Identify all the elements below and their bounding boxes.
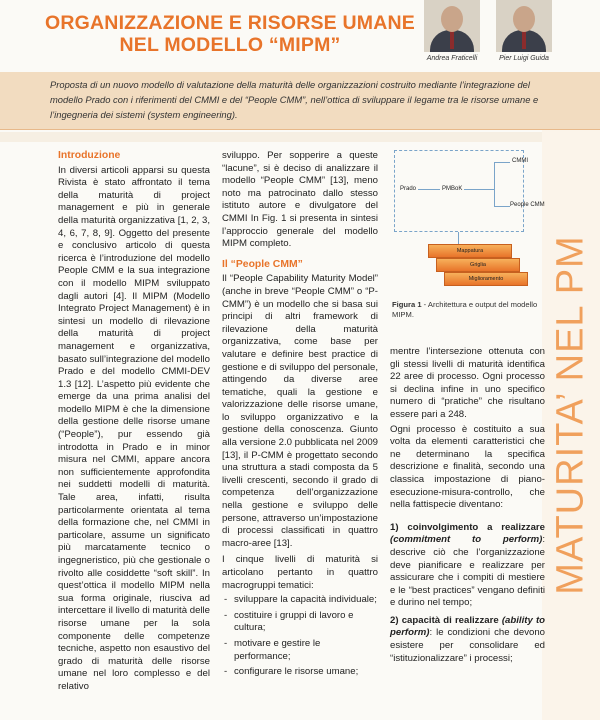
diagram-connector xyxy=(418,189,440,190)
diagram-layer-griglia: Griglia xyxy=(436,258,520,272)
diagram-connector xyxy=(458,232,459,244)
author-2 xyxy=(490,0,558,62)
item-description: : le condizioni che devono esistere per consolidare ed “istituzionalizzare” i processi; xyxy=(390,627,545,664)
diagram-label-prado: Prado xyxy=(400,186,417,192)
author-photo-1 xyxy=(424,0,480,52)
figure-caption xyxy=(392,300,542,320)
diagram-connector xyxy=(494,162,510,163)
thematic-list xyxy=(222,594,378,679)
figure-1-diagram xyxy=(388,146,548,296)
diagram-layer-miglioramento: Miglioramento xyxy=(444,272,528,286)
author-name-1: Andrea Fraticelli xyxy=(426,55,478,62)
author-name-2: Pier Luigi Guida xyxy=(499,55,549,62)
intro-text: In diversi articoli apparsi su questa Rivista è stato affrontato il tema della maturità di project management e più in generale della maturità organizzativa [1, 2, 3, 4, 6, 7, 8, 9]. Oggetto del presente e conclusivo articolo di questa ricerca è l’introduzione del modello People CMM e la sua integrazione con il modello MIPM sviluppato dagli autori [4]. Il MIPM (Modello Integrato Project Management) è in sintesi un modello di rilevazione della maturità di project management e organizzativa, basato sull’integrazione del modello Prado e del modello CMMI-DEV 1.3 [12]. L’aspetto più evidente che emerge da una prima analisi del modello MIPM è che la dimensione della gestione delle risorse umane (“People”), pur essendo già introdotta in Prado e in minor misura nel CMMI, appare ancora non sufficientemente approfondita nei suddetti modelli di maturità. Tale area, infatti, risulta particolarmente orientata al tema della formazione che, nel CMMI in particolare, assume un significato più marcatamente tecnico o ingegneristico, più che gestionale o rivolto alle cosiddette “soft skill”. In quest’ottica il modello MIPM nella sua forma originale, riusciva ad intercettare il livello di maturità delle risorse umane per la sola componente delle competenze tecniche, aspetto non esaustivo del grado di maturità delle risorse umane nel loro complesso e del relativo xyxy=(58,164,210,692)
author-photo-2 xyxy=(496,0,552,52)
section-label-text: MATURITA’ NEL PM xyxy=(549,235,592,595)
diagram-connector xyxy=(494,162,495,206)
diagram-layer-mappatura: Mappatura xyxy=(428,244,512,258)
column-3 xyxy=(390,346,545,665)
caption-text: - Architettura e output del modello MIPM. xyxy=(392,300,538,319)
title-line-1: ORGANIZZAZIONE E RISORSE UMANE xyxy=(44,12,416,34)
list-item: - configurare le risorse umane; xyxy=(222,666,378,679)
item-english-term: (commitment to perform) xyxy=(390,534,543,546)
column-2 xyxy=(222,150,378,682)
title-line-2: NEL MODELLO “MIPM” xyxy=(119,34,341,56)
col3-text-2: Ogni processo è costituito a sua volta da elementi caratteristici che ne determinano la specifica descrizione e finalità, secondo una classica impostazione di piano-esecuzione-misura-controllo, che nella fattispecie diventano: xyxy=(390,423,545,511)
list-item: - costituire i gruppi di lavoro e cultura; xyxy=(222,610,378,635)
heading-people-cmm: Il “People CMM” xyxy=(222,258,303,270)
heading-introduzione: Introduzione xyxy=(58,150,121,161)
item-english-term: (ability to perform) xyxy=(390,614,545,639)
diagram-connector xyxy=(464,189,494,190)
separator-band xyxy=(0,132,600,142)
abstract-box xyxy=(0,72,600,130)
list-item: - sviluppare la capacità individuale; xyxy=(222,594,378,607)
diagram-label-people-cmm: People CMM xyxy=(510,202,545,208)
diagram-label-cmmi: CMMI xyxy=(512,158,528,164)
section-side-label xyxy=(542,130,600,720)
item-title: capacità di realizzare xyxy=(401,614,499,626)
col2-text-1: sviluppo. Per sopperire a queste “lacune”, si è deciso di analizzare il modello “People CMM” [13], meno noto ma patrocinato dallo stesso istituto autore e divulgatore del CMMI In Fig. 1 si presenta in sintesi l’approccio generale del modello MIPM completo. xyxy=(222,150,378,250)
item-description: : descrive ciò che l’organizzazione deve pianificare e realizzare per assicurare che i compiti di mestiere e le “best practices” vengano definiti e durino nel tempo; xyxy=(390,534,545,609)
numbered-item-2 xyxy=(390,615,545,665)
article-title xyxy=(40,12,420,56)
header xyxy=(0,0,600,72)
col3-text-1: mentre l’intersezione ottenuta con gli stessi livelli di maturità identifica 22 aree di processo. Ogni processo si declina infine in uno specifico numero di “pratiche” che risultano essere pari a 248. xyxy=(390,346,545,420)
item-number: 2) xyxy=(390,614,399,626)
author-1 xyxy=(418,0,486,62)
diagram-connector xyxy=(494,206,510,207)
column-1 xyxy=(58,150,210,694)
abstract-text: Proposta di un nuovo modello di valutazione della maturità delle organizzazioni costruito mediante l’integrazione del modello Prado con i riferimenti del CMMI e del “People CMM”, nell’ottica di sviluppare il legame tra le risorse umane e l’ingegneria dei sistemi (system engineering). xyxy=(50,79,539,120)
col2-text-3: I cinque livelli di maturità si articolano pertanto in quattro macrogruppi tematici: xyxy=(222,554,378,591)
item-number: 1) xyxy=(390,521,399,533)
list-item: - motivare e gestire le performance; xyxy=(222,638,378,663)
item-title: coinvolgimento a realizzare xyxy=(407,521,545,533)
diagram-label-pmbok: PMBoK xyxy=(442,186,463,192)
numbered-item-1 xyxy=(390,522,545,610)
caption-label: Figura 1 xyxy=(392,300,422,309)
col2-text-2: Il “People Capability Maturity Model” (anche in breve “People CMM” o “P-CMM”) è un modello che si basa sui principi di altri framework di rilevazione della maturità organizzativa, come base per valutare e definire best practice di gestione e di sviluppo del personale, attingendo da diverse aree tematiche, quali la gestione e valorizzazione delle risorse umane, lo sviluppo organizzativo e la gestione della conoscenza. Giunto alla versione 2.0 pubblicata nel 2009 [13], il P-CMM è progettato secondo una struttura a stadi composta da 5 livelli crescenti, secondo il grado di competenza dell’organizzazione nella gestione e sviluppo delle persone, attraverso un’impostazione di processi classificati in quattro macro-aree [13]. xyxy=(222,273,378,549)
